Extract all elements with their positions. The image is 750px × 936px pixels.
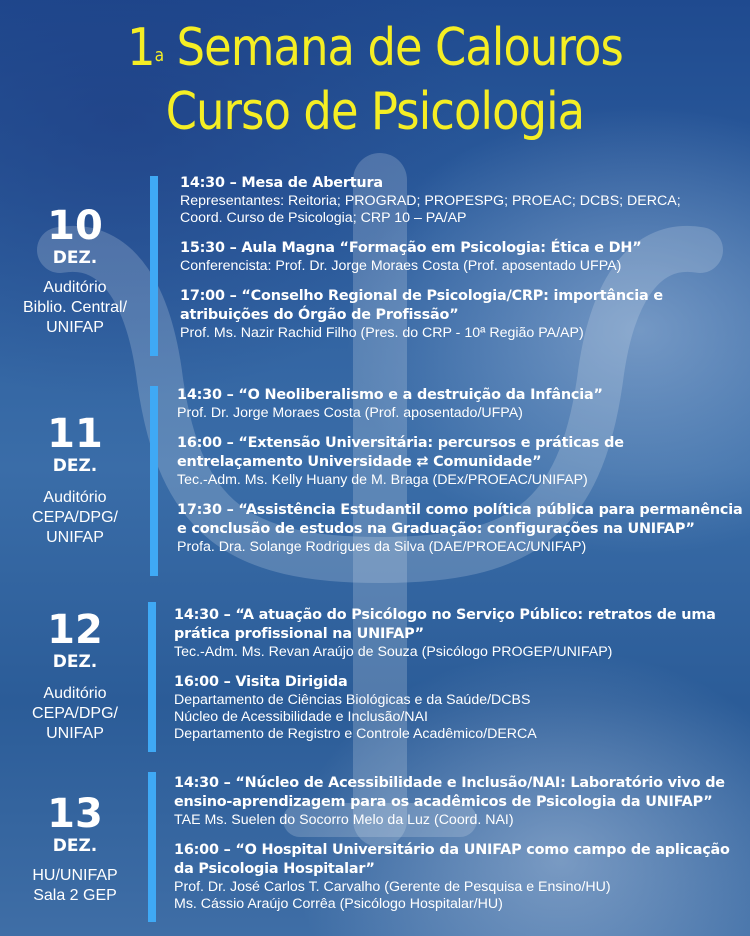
event-title: 17:30 – “Assistência Estudantil como política pública para permanência e conclusão de estudos na Graduação: configurações na UNIFAP”: [177, 502, 743, 537]
event-item: [177, 501, 750, 556]
day-number: 11: [47, 411, 103, 457]
event-detail: Coord. Curso de Psicologia; CRP 10 – PA/AP: [180, 210, 467, 226]
location-line: CEPA/DPG/: [32, 705, 118, 722]
day-divider-bar: [148, 602, 156, 752]
event-detail: Representantes: Reitoria; PROGRAD; PROPESPG; PROEAC; DCBS; DERCA;: [180, 193, 681, 209]
day-number: 12: [47, 607, 103, 653]
location-line: CEPA/DPG/: [32, 509, 118, 526]
event-detail: Departamento de Registro e Controle Acadêmico/DERCA: [174, 726, 537, 742]
poster-title-line2: Curso de Psicologia: [165, 82, 585, 142]
event-detail: Ms. Cássio Araújo Corrêa (Psicólogo Hospitalar/HU): [174, 896, 503, 912]
location-line: Sala 2 GEP: [33, 887, 117, 904]
location-line: Auditório: [43, 685, 107, 702]
location-line: Auditório: [43, 489, 107, 506]
event-item: [177, 386, 750, 422]
event-title: 14:30 – “O Neoliberalismo e a destruição da Infância”: [177, 387, 603, 403]
date-column: [0, 412, 150, 548]
event-detail: Tec.-Adm. Ms. Revan Araújo de Souza (Psicólogo PROGEP/UNIFAP): [174, 644, 613, 660]
event-title: 16:00 – Visita Dirigida: [174, 674, 348, 690]
month-label: DEZ.: [52, 248, 98, 268]
location-line: Biblio. Central/: [22, 299, 128, 316]
event-item: [174, 774, 750, 829]
event-item: [174, 606, 750, 661]
day-number: 13: [47, 791, 103, 837]
events-list: [174, 774, 750, 925]
title-text-1: Semana de Calouros: [176, 18, 623, 78]
month-label: DEZ.: [52, 652, 98, 672]
event-detail: Tec.-Adm. Ms. Kelly Huany de M. Braga (DEx/PROEAC/UNIFAP): [177, 472, 588, 488]
event-title: 17:00 – “Conselho Regional de Psicologia/CRP: importância e atribuições do Órgão de Profissão”: [180, 288, 663, 323]
location-line: Auditório: [43, 279, 107, 296]
location-line: UNIFAP: [46, 319, 104, 336]
date-column: [0, 792, 150, 906]
events-list: [174, 606, 750, 755]
event-item: [177, 434, 750, 489]
date-column: [0, 608, 150, 744]
event-title: 14:30 – Mesa de Abertura: [180, 175, 383, 191]
date-column: [0, 204, 150, 338]
day-divider-bar: [148, 772, 156, 922]
event-detail: Prof. Ms. Nazir Rachid Filho (Pres. do CRP - 10ª Região PA/AP): [180, 325, 584, 341]
event-title: 15:30 – Aula Magna “Formação em Psicologia: Ética e DH”: [180, 240, 642, 256]
events-list: [177, 386, 750, 568]
event-title: 16:00 – “O Hospital Universitário da UNIFAP como campo de aplicação da Psicologia Hospitalar”: [174, 842, 730, 877]
month-label: DEZ.: [52, 456, 98, 476]
event-detail: Prof. Dr. Jorge Moraes Costa (Prof. aposentado/UFPA): [177, 405, 523, 421]
month-label: DEZ.: [52, 836, 98, 856]
event-detail: Conferencista: Prof. Dr. Jorge Moraes Costa (Prof. aposentado UFPA): [180, 258, 622, 274]
event-item: [180, 287, 750, 342]
location-line: UNIFAP: [46, 725, 104, 742]
day-divider-bar: [150, 386, 158, 576]
event-detail: TAE Ms. Suelen do Socorro Melo da Luz (Coord. NAI): [174, 812, 514, 828]
location-line: HU/UNIFAP: [32, 867, 118, 884]
event-detail: Departamento de Ciências Biológicas e da Saúde/DCBS: [174, 692, 531, 708]
title-ordinal: a: [154, 45, 164, 66]
events-list: [180, 174, 750, 354]
title-number: 1: [127, 18, 155, 78]
event-item: [174, 841, 750, 913]
event-item: [180, 239, 750, 275]
event-title: 16:00 – “Extensão Universitária: percursos e práticas de entrelaçamento Universidade ⇄ Comunidade”: [177, 435, 624, 470]
event-title: 14:30 – “Núcleo de Acessibilidade e Inclusão/NAI: Laboratório vivo de ensino-aprendizagem para os acadêmicos de Psicologia da UNIFAP”: [174, 775, 725, 810]
day-number: 10: [47, 203, 103, 249]
location-line: UNIFAP: [46, 529, 104, 546]
event-detail: Prof. Dr. José Carlos T. Carvalho (Gerente de Pesquisa e Ensino/HU): [174, 879, 611, 895]
poster-title-line1: [53, 18, 698, 78]
event-detail: Profa. Dra. Solange Rodrigues da Silva (DAE/PROEAC/UNIFAP): [177, 539, 587, 555]
event-item: [180, 174, 750, 227]
event-title: 14:30 – “A atuação do Psicólogo no Serviço Público: retratos de uma prática profissional na UNIFAP”: [174, 607, 716, 642]
day-divider-bar: [150, 176, 158, 356]
event-item: [174, 673, 750, 743]
event-detail: Núcleo de Acessibilidade e Inclusão/NAI: [174, 709, 428, 725]
